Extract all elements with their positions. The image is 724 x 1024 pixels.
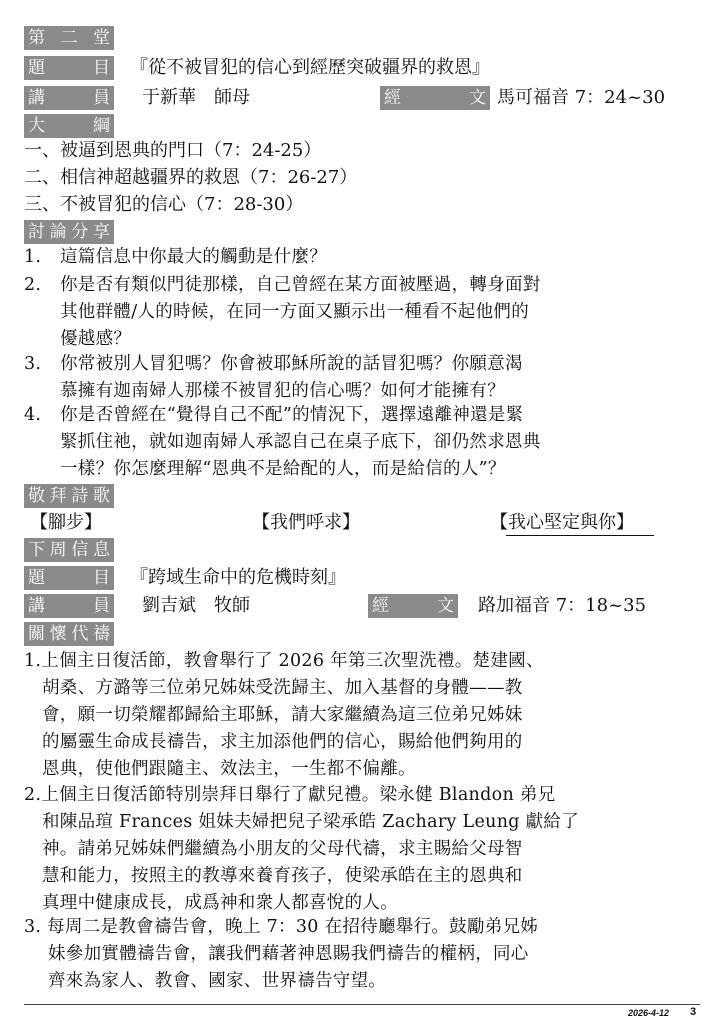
outline-item: 三、不被冒犯的信心（7：28-30）: [24, 194, 304, 215]
item-line: 緊抓住祂，就如迦南婦人承認自己在桌子底下，卻仍然求恩典: [60, 432, 541, 452]
outline-item: 二、相信神超越疆界的救恩（7：26-27）: [24, 167, 358, 188]
prayer-tag: 關懷代禱: [24, 622, 114, 646]
next-scripture-tag: 經 文: [368, 594, 458, 618]
item-line: 你常被別人冒犯嗎？你會被耶穌所說的話冒犯嗎？你願意渴: [60, 354, 523, 374]
item-number: 3.: [24, 354, 42, 374]
outline-tag: 大 綱: [24, 114, 114, 138]
prayer-line: 慧和能力，按照主的教導來養育孩子，使梁承皓在主的恩典和: [42, 866, 523, 886]
prayer-line: 齊來為家人、教會、國家、世界禱告守望。: [48, 971, 387, 991]
prayer-line: 會，願一切榮耀都歸給主耶穌，請大家繼續為這三位弟兄姊妹: [42, 705, 523, 725]
next-sermon-title: 『跨域生命中的危機時刻』: [130, 567, 346, 588]
prayer-line: 胡桑、方潞等三位弟兄姊妹受洗歸主、加入基督的身體——教: [42, 678, 523, 698]
item-line: 你是否有類似門徒那樣，自己曾經在某方面被壓過，轉身面對: [60, 275, 541, 295]
prayer-line: 和陳品瑄 Frances 姐妹夫婦把兒子梁承皓 Zachary Leung 獻給了: [42, 812, 580, 832]
speaker-name: 于新華 師母: [142, 87, 250, 108]
prayer-line: 的屬靈生命成長禱告，求主加添他們的信心，賜給他們夠用的: [42, 732, 523, 752]
song-title: 【我們呼求】: [252, 512, 360, 533]
item-number: 4.: [24, 405, 42, 425]
session-tag: 第 二 堂: [24, 26, 114, 50]
song-title-text: 【我心堅定與你】: [490, 512, 634, 533]
song-underline: [506, 535, 654, 536]
prayer-line: 真理中健康成長，成爲神和衆人都喜悅的人。: [42, 893, 398, 913]
scripture-tag: 經 文: [380, 86, 490, 110]
sermon-title: 『從不被冒犯的信心到經歷突破疆界的救恩』: [130, 57, 490, 78]
next-scripture-ref: 路加福音 7：18~35: [478, 595, 647, 616]
page-number: 3: [690, 1006, 697, 1018]
scripture-ref: 馬可福音 7：24~30: [497, 87, 666, 108]
next-speaker-tag: 講 員: [24, 594, 114, 618]
speaker-tag: 講 員: [24, 86, 114, 110]
song-title: 【腳步】: [30, 512, 102, 533]
item-number: 1.: [24, 247, 42, 267]
item-line: 其他群體/人的時候，在同一方面又顯示出一種看不起他們的: [60, 302, 529, 322]
footer-rule: [24, 1004, 700, 1005]
item-line: 一樣？你怎麼理解“恩典不是給配的人，而是給信的人”？: [60, 459, 506, 479]
outline-item: 一、被逼到恩典的門口（7：24-25）: [24, 140, 322, 161]
next-title-tag: 題 目: [24, 566, 114, 590]
next-week-tag: 下周信息: [24, 538, 114, 562]
item-line: 這篇信息中你最大的觸動是什麼？: [60, 247, 327, 267]
prayer-line: 2.上個主日復活節特別崇拜日舉行了獻兒禮。梁永健 Blandon 弟兄: [24, 785, 556, 805]
prayer-line: 1.上個主日復活節，教會舉行了 2026 年第三次聖洗禮。楚建國、: [24, 651, 544, 671]
title-tag: 題 目: [24, 56, 114, 80]
item-line: 你是否曾經在“覺得自己不配”的情況下，選擇遠離神還是緊: [60, 405, 524, 425]
song-title: [490, 510, 634, 536]
item-line: 慕擁有迦南婦人那樣不被冒犯的信心嗎？如何才能擁有？: [60, 381, 505, 401]
item-number: 2.: [24, 275, 42, 295]
prayer-line: 神。請弟兄姊妹們繼續為小朋友的父母代禱，求主賜給父母智: [42, 839, 523, 859]
prayer-line: 恩典，使他們跟隨主、效法主，一生都不偏離。: [42, 759, 416, 779]
songs-tag: 敬拜詩歌: [24, 484, 114, 508]
footer-date: 2026-4-12: [628, 1008, 670, 1018]
discussion-tag: 討論分享: [24, 220, 114, 244]
prayer-line: 妹參加實體禱告會，讓我們藉著神恩賜我們禱告的權柄，同心: [48, 944, 529, 964]
prayer-line: 3. 每周二是教會禱告會，晚上 7：30 在招待廳舉行。鼓勵弟兄姊: [24, 917, 539, 937]
next-speaker-name: 劉吉斌 牧師: [142, 595, 250, 616]
item-line: 優越感？: [60, 329, 132, 349]
